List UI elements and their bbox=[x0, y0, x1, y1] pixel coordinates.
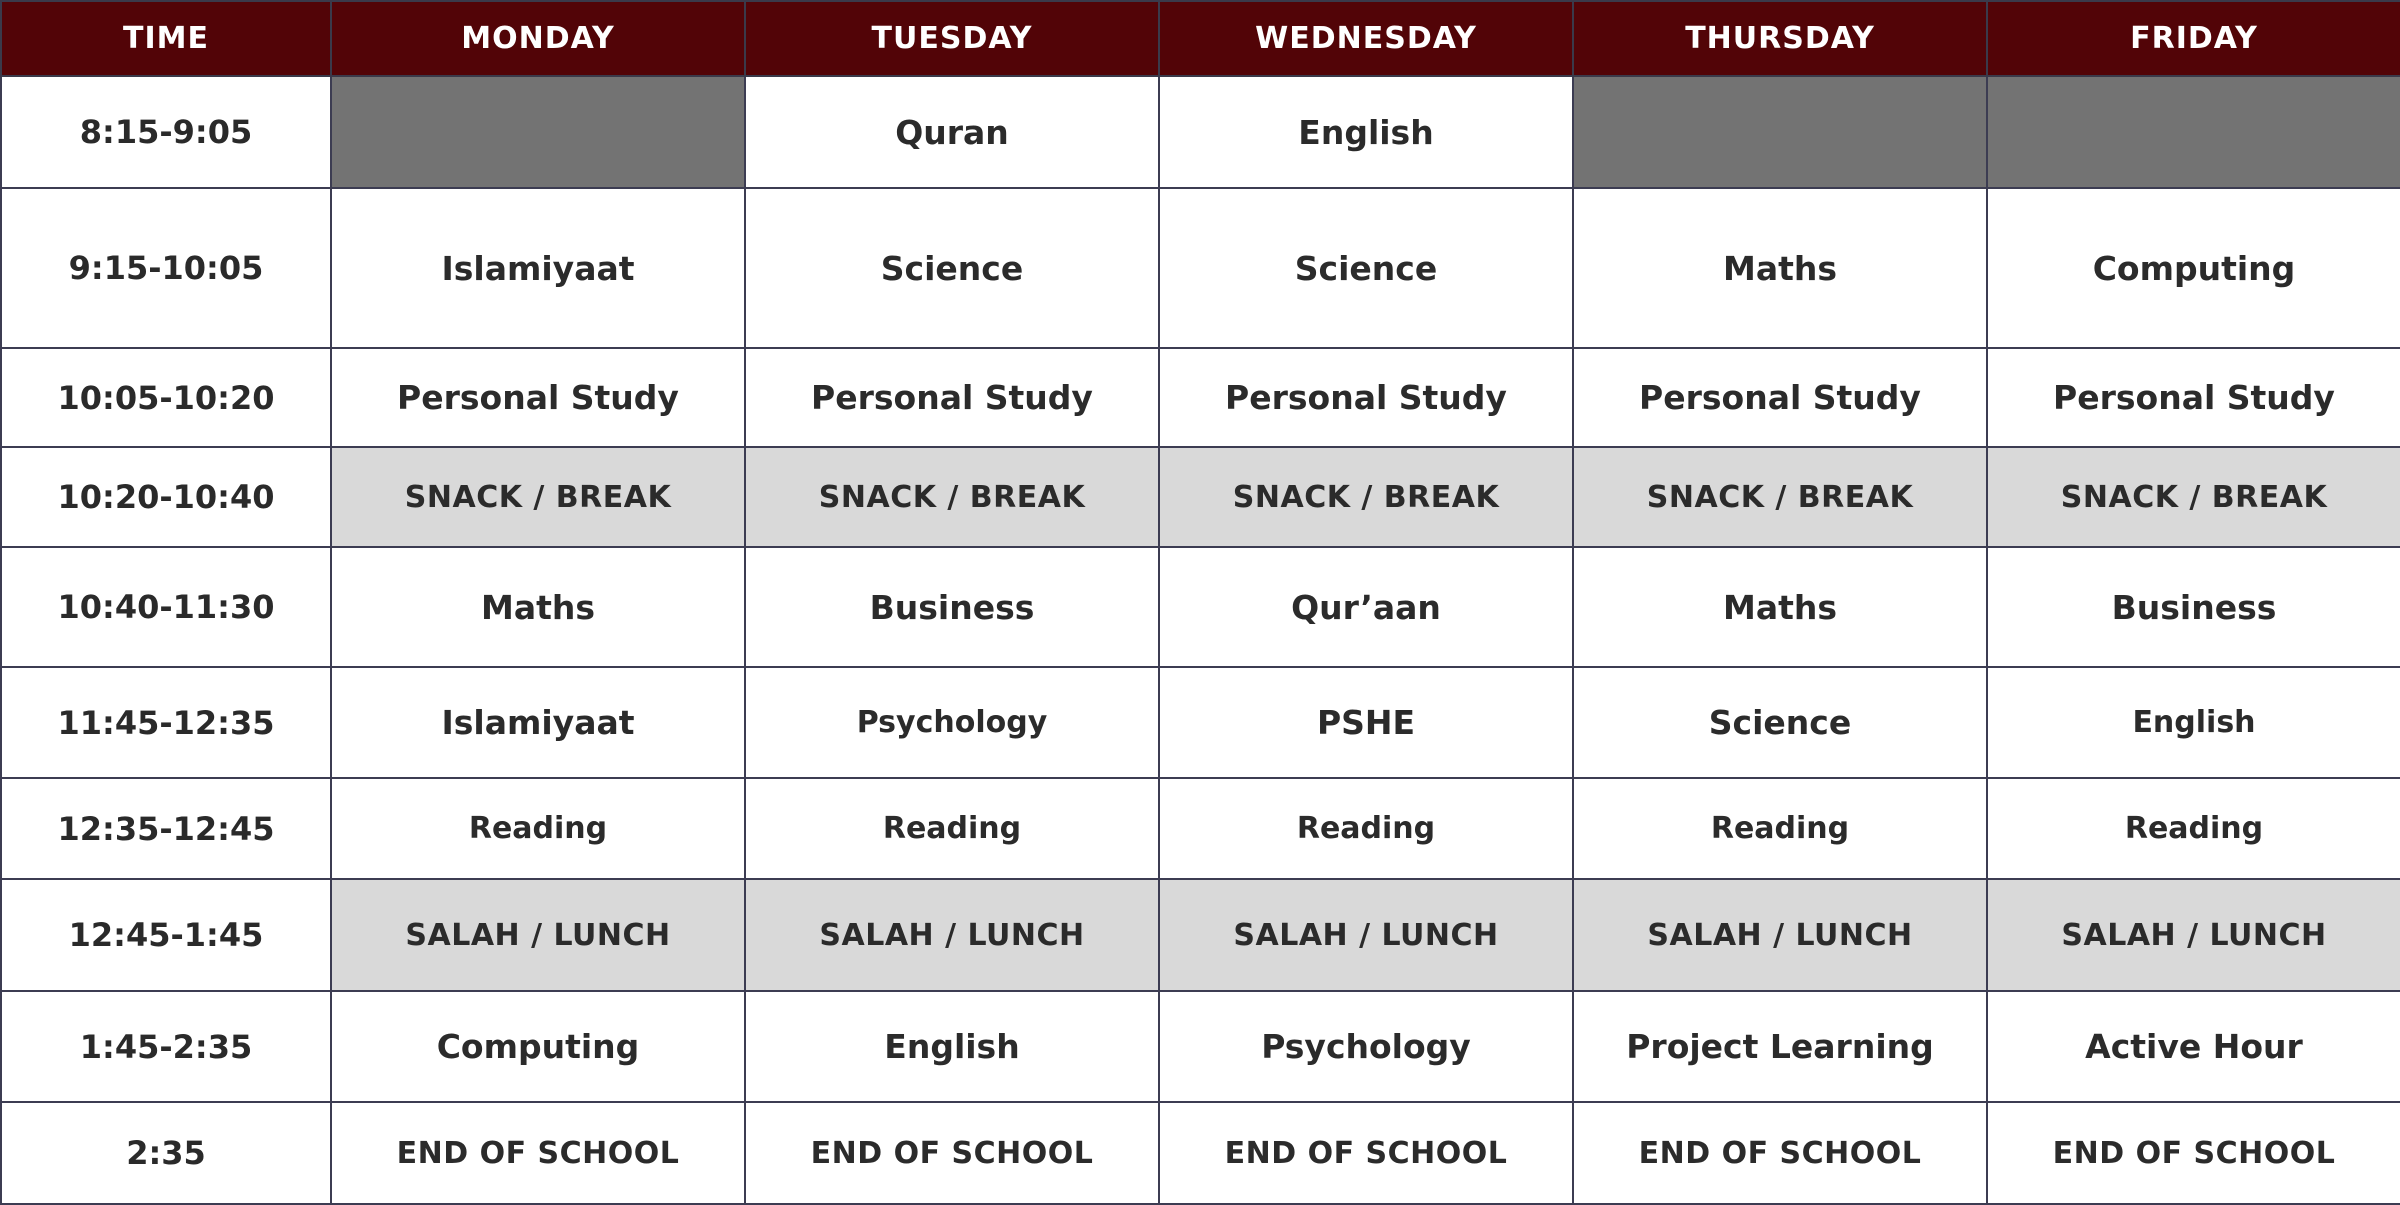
header-friday: FRIDAY bbox=[1987, 1, 2400, 76]
lesson-cell: END OF SCHOOL bbox=[1159, 1102, 1573, 1204]
lesson-cell: Personal Study bbox=[1159, 348, 1573, 447]
table-row bbox=[1, 547, 2400, 667]
lesson-cell: Reading bbox=[745, 778, 1159, 879]
time-slot: 10:40-11:30 bbox=[1, 547, 331, 667]
empty-cell bbox=[1987, 76, 2400, 188]
break-cell: SALAH / LUNCH bbox=[331, 879, 745, 991]
lesson-cell: Qur’aan bbox=[1159, 547, 1573, 667]
header-wednesday: WEDNESDAY bbox=[1159, 1, 1573, 76]
lesson-cell: Maths bbox=[1573, 188, 1987, 348]
lesson-cell: END OF SCHOOL bbox=[745, 1102, 1159, 1204]
lesson-cell: Computing bbox=[331, 991, 745, 1102]
time-slot: 12:45-1:45 bbox=[1, 879, 331, 991]
lesson-cell: Science bbox=[1573, 667, 1987, 778]
table-row bbox=[1, 348, 2400, 447]
header-row bbox=[1, 1, 2400, 76]
table-row bbox=[1, 778, 2400, 879]
lesson-cell: END OF SCHOOL bbox=[1573, 1102, 1987, 1204]
lesson-cell: Psychology bbox=[1159, 991, 1573, 1102]
lesson-cell: English bbox=[745, 991, 1159, 1102]
lesson-cell: Maths bbox=[1573, 547, 1987, 667]
table-row bbox=[1, 76, 2400, 188]
time-slot: 2:35 bbox=[1, 1102, 331, 1204]
break-cell: SALAH / LUNCH bbox=[1159, 879, 1573, 991]
lesson-cell: Reading bbox=[1573, 778, 1987, 879]
table-row bbox=[1, 188, 2400, 348]
break-cell: SNACK / BREAK bbox=[745, 447, 1159, 547]
lesson-cell: Quran bbox=[745, 76, 1159, 188]
table-row bbox=[1, 1102, 2400, 1204]
lesson-cell: Reading bbox=[1987, 778, 2400, 879]
break-cell: SALAH / LUNCH bbox=[1573, 879, 1987, 991]
break-cell: SALAH / LUNCH bbox=[745, 879, 1159, 991]
lesson-cell: Psychology bbox=[745, 667, 1159, 778]
lesson-cell: END OF SCHOOL bbox=[1987, 1102, 2400, 1204]
lesson-cell: Personal Study bbox=[745, 348, 1159, 447]
table-row bbox=[1, 667, 2400, 778]
time-slot: 8:15-9:05 bbox=[1, 76, 331, 188]
lesson-cell: END OF SCHOOL bbox=[331, 1102, 745, 1204]
break-row bbox=[1, 447, 2400, 547]
empty-cell bbox=[1573, 76, 1987, 188]
lesson-cell: Maths bbox=[331, 547, 745, 667]
time-slot: 10:05-10:20 bbox=[1, 348, 331, 447]
lesson-cell: Active Hour bbox=[1987, 991, 2400, 1102]
lesson-cell: Islamiyaat bbox=[331, 188, 745, 348]
break-cell: SNACK / BREAK bbox=[1987, 447, 2400, 547]
break-cell: SNACK / BREAK bbox=[331, 447, 745, 547]
lesson-cell: Business bbox=[1987, 547, 2400, 667]
time-slot: 11:45-12:35 bbox=[1, 667, 331, 778]
break-cell: SNACK / BREAK bbox=[1573, 447, 1987, 547]
lesson-cell: English bbox=[1159, 76, 1573, 188]
lesson-cell: Reading bbox=[1159, 778, 1573, 879]
break-cell: SNACK / BREAK bbox=[1159, 447, 1573, 547]
table-row bbox=[1, 991, 2400, 1102]
time-slot: 10:20-10:40 bbox=[1, 447, 331, 547]
lesson-cell: Business bbox=[745, 547, 1159, 667]
lesson-cell: Islamiyaat bbox=[331, 667, 745, 778]
lesson-cell: Reading bbox=[331, 778, 745, 879]
time-slot: 1:45-2:35 bbox=[1, 991, 331, 1102]
lesson-cell: Personal Study bbox=[1573, 348, 1987, 447]
lesson-cell: Computing bbox=[1987, 188, 2400, 348]
lesson-cell: Science bbox=[745, 188, 1159, 348]
break-cell: SALAH / LUNCH bbox=[1987, 879, 2400, 991]
lesson-cell: Science bbox=[1159, 188, 1573, 348]
header-monday: MONDAY bbox=[331, 1, 745, 76]
time-slot: 9:15-10:05 bbox=[1, 188, 331, 348]
lesson-cell: Personal Study bbox=[1987, 348, 2400, 447]
lesson-cell: PSHE bbox=[1159, 667, 1573, 778]
header-time: TIME bbox=[1, 1, 331, 76]
break-row bbox=[1, 879, 2400, 991]
lesson-cell: Project Learning bbox=[1573, 991, 1987, 1102]
header-thursday: THURSDAY bbox=[1573, 1, 1987, 76]
header-tuesday: TUESDAY bbox=[745, 1, 1159, 76]
lesson-cell: English bbox=[1987, 667, 2400, 778]
lesson-cell: Personal Study bbox=[331, 348, 745, 447]
time-slot: 12:35-12:45 bbox=[1, 778, 331, 879]
empty-cell bbox=[331, 76, 745, 188]
